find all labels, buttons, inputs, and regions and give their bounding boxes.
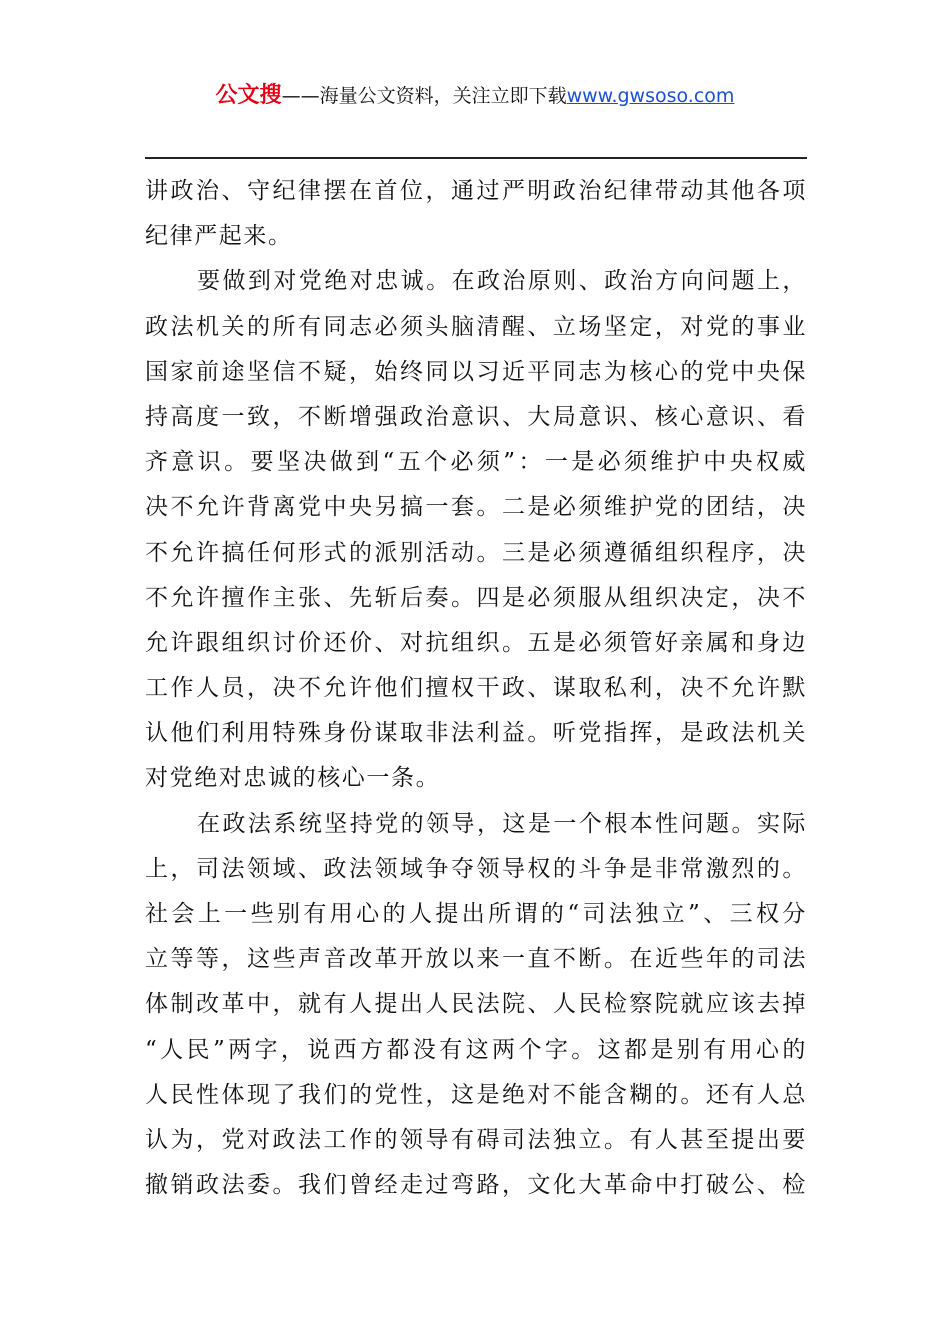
text-line: 齐意识。要坚决做到“五个必须”：一是必须维护中央权威 (145, 449, 807, 476)
text-line: 工作人员，决不允许他们擅权干政、谋取私利，决不允许默 (145, 675, 807, 702)
text-line: 立等等，这些声音改革开放以来一直不断。在近些年的司法 (145, 946, 807, 973)
text-line: 社会上一些别有用心的人提出所谓的“司法独立”、三权分 (145, 901, 807, 927)
text-line: 对党绝对忠诚的核心一条。 (145, 765, 441, 792)
text-line: 纪律严起来。 (145, 223, 293, 250)
document-body (145, 169, 807, 1208)
text-line: 政法机关的所有同志必须头脑清醒、立场坚定，对党的事业 (145, 313, 807, 340)
text-line: 认他们利用特殊身份谋取非法利益。听党指挥，是政法机关 (145, 720, 807, 747)
text-line: 允许跟组织讨价还价、对抗组织。五是必须管好亲属和身边 (145, 629, 807, 656)
text-line: 体制改革中，就有人提出人民法院、人民检察院就应该去掉 (145, 991, 807, 1018)
document-header (0, 82, 950, 110)
header-divider (145, 157, 807, 159)
text-line: 不允许擅作主张、先斩后奏。四是必须服从组织决定，决不 (145, 584, 807, 611)
text-line: 认为，党对政法工作的领导有碍司法独立。有人甚至提出要 (145, 1126, 807, 1153)
text-line: 不允许搞任何形式的派别活动。三是必须遵循组织程序，决 (145, 539, 807, 566)
header-tagline: ——海量公文资料，关注立即下载 (281, 85, 567, 107)
text-line: 国家前途坚信不疑，始终同以习近平同志为核心的党中央保 (145, 358, 807, 385)
text-line: 上，司法领域、政法领域争夺领导权的斗争是非常激烈的。 (145, 855, 807, 882)
website-link[interactable]: www.gwsoso.com (566, 85, 735, 107)
text-line: 人民性体现了我们的党性，这是绝对不能含糊的。还有人总 (145, 1081, 807, 1108)
text-line: “人民”两字，说西方都没有这两个字。这都是别有用心的 (145, 1036, 807, 1063)
text-line: 要做到对党绝对忠诚。在政治原则、政治方向问题上， (197, 268, 807, 295)
text-line: 决不允许背离党中央另搞一套。二是必须维护党的团结，决 (145, 494, 807, 521)
text-line: 撤销政法委。我们曾经走过弯路，文化大革命中打破公、检 (145, 1172, 807, 1199)
text-line: 持高度一致，不断增强政治意识、大局意识、核心意识、看 (145, 403, 807, 430)
brand-name: 公文搜 (215, 83, 282, 108)
text-line: 讲政治、守纪律摆在首位，通过严明政治纪律带动其他各项 (145, 178, 807, 204)
text-line: 在政法系统坚持党的领导，这是一个根本性问题。实际 (197, 810, 807, 837)
